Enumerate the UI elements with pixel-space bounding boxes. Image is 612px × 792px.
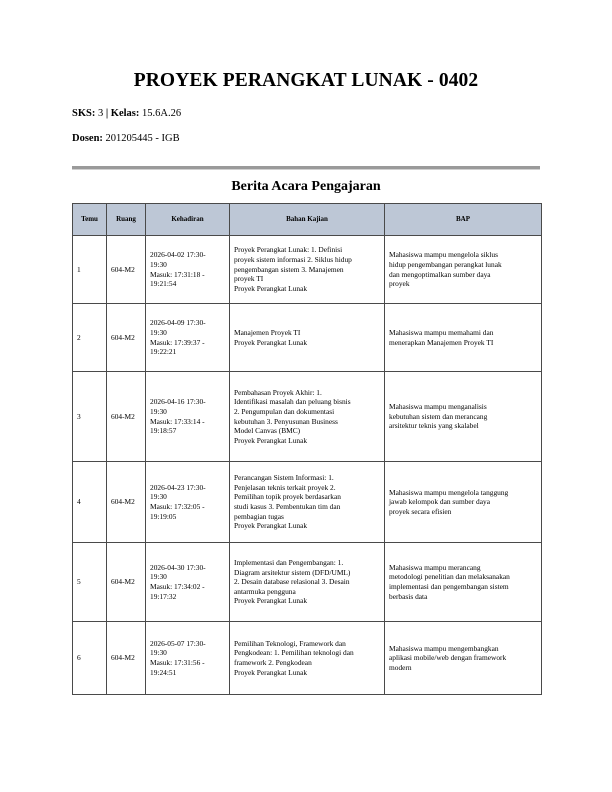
cell-bap-line: Mahasiswa mampu mengelola tanggung <box>389 487 509 497</box>
cell-bap-line: proyek secara efisien <box>389 506 452 516</box>
cell-bahan-kajian-line: kebutuhan 3. Penyusunan Business <box>234 416 338 426</box>
cell-kehadiran-line: 2026-05-07 17:30- <box>150 638 206 648</box>
cell-bahan-kajian-line: proyek sistem informasi 2. Siklus hidup <box>234 255 352 265</box>
cell-bahan-kajian-line: pembagian tugas <box>234 511 284 521</box>
cell-bahan-kajian-line: Model Canvas (BMC) <box>234 426 301 436</box>
cell-bahan-kajian-line: Proyek Perangkat Lunak <box>234 596 308 606</box>
kelas-label: Kelas: <box>110 108 140 119</box>
cell-bap-line: Mahasiswa mampu mengelola siklus <box>389 250 498 260</box>
cell-bap <box>385 462 542 543</box>
header-kehadiran: Kehadiran <box>146 204 230 236</box>
cell-bap <box>385 304 542 372</box>
cell-temu: 6 <box>73 622 107 695</box>
cell-bahan-kajian-line: pengembangan sistem 3. Manajemen <box>234 264 344 274</box>
cell-bap-line: menerapkan Manajemen Proyek TI <box>389 337 494 347</box>
header-bahan-kajian: Bahan Kajian <box>230 204 385 236</box>
cell-bap-line: kebutuhan sistem dan merancang <box>389 411 488 421</box>
cell-temu: 2 <box>73 304 107 372</box>
cell-bap <box>385 236 542 304</box>
cell-kehadiran-line: 19:18:57 <box>150 426 177 436</box>
cell-kehadiran <box>146 543 230 622</box>
cell-bahan-kajian-line: Diagram arsitektur sistem (DFD/UML) <box>234 567 351 577</box>
cell-kehadiran-line: Masuk: 17:34:02 - <box>150 582 205 591</box>
section-title: Berita Acara Pengajaran <box>231 179 381 194</box>
sks-label: SKS: <box>72 108 96 119</box>
header-bap: BAP <box>385 204 542 236</box>
table-header-row <box>73 204 542 236</box>
cell-kehadiran <box>146 622 230 695</box>
cell-bahan-kajian-line: framework 2. Pengkodean <box>234 658 312 667</box>
cell-temu: 3 <box>73 372 107 462</box>
cell-bahan-kajian-line: Penjelasan teknis terkait proyek 2. <box>234 482 336 492</box>
table-row <box>73 236 542 304</box>
cell-bap-line: aplikasi mobile/web dengan framework <box>389 653 507 663</box>
table-row <box>73 372 542 462</box>
cell-kehadiran-line: 19:30 <box>150 327 167 337</box>
cell-kehadiran-line: 2026-04-09 17:30- <box>150 318 206 328</box>
cell-bap-line: hidup pengembangan perangkat lunak <box>389 259 502 269</box>
cell-bahan-kajian-line: Implementasi dan Pengembangan: 1. <box>234 557 344 567</box>
cell-bap-line: jawab kelompok dan sumber daya <box>389 497 490 507</box>
cell-bahan-kajian-line: Proyek Perangkat Lunak: 1. Definisi <box>234 245 343 255</box>
cell-bahan-kajian-line: Proyek Perangkat Lunak <box>234 435 308 445</box>
cell-bap-line: implementasi dan pengembangan sistem <box>389 582 509 591</box>
cell-kehadiran-line: 2026-04-30 17:30- <box>150 562 206 572</box>
cell-kehadiran-line: 19:21:54 <box>150 279 177 289</box>
cell-kehadiran-line: 2026-04-02 17:30- <box>150 250 206 260</box>
sks-value: 3 <box>97 108 104 119</box>
cell-bap <box>385 543 542 622</box>
cell-kehadiran-line: 19:30 <box>150 406 167 416</box>
table-row <box>73 462 542 543</box>
cell-bap-line: Mahasiswa mampu mengembangkan <box>389 643 499 653</box>
cell-temu: 4 <box>73 462 107 543</box>
cell-bap-line: arsitektur teknis yang skalabel <box>389 421 479 431</box>
kelas-value: 15.6A.26 <box>141 108 182 119</box>
cell-kehadiran-line: 19:30 <box>150 572 167 582</box>
cell-bap-line: modern <box>389 662 412 672</box>
cell-ruang: 604-M2 <box>107 462 146 543</box>
cell-bap-line: berbasis data <box>389 591 428 601</box>
cell-kehadiran <box>146 462 230 543</box>
cell-bahan-kajian-line: 2. Desain database relasional 3. Desain <box>234 577 350 587</box>
cell-bahan-kajian-line: Pemilihan topik proyek berdasarkan <box>234 492 341 502</box>
cell-bap-line: proyek <box>389 279 410 289</box>
cell-kehadiran <box>146 372 230 462</box>
cell-bahan-kajian <box>230 236 385 304</box>
cell-bap-line: Mahasiswa mampu merancang <box>389 562 481 572</box>
cell-bahan-kajian-line: Perancangan Sistem Informasi: 1. <box>234 473 334 483</box>
cell-bahan-kajian <box>230 462 385 543</box>
cell-kehadiran-line: 19:30 <box>150 492 167 502</box>
cell-kehadiran-line: 19:17:32 <box>150 591 177 601</box>
cell-bap-line: dan mengoptimalkan sumber daya <box>389 269 491 279</box>
table-row <box>73 304 542 372</box>
cell-bahan-kajian <box>230 543 385 622</box>
cell-bahan-kajian-line: antarmuka pengguna <box>234 586 296 596</box>
cell-bahan-kajian-line: studi kasus 3. Pembentukan tim dan <box>234 502 341 511</box>
cell-bahan-kajian <box>230 304 385 372</box>
cell-bahan-kajian-line: Manajemen Proyek TI <box>234 327 301 337</box>
cell-kehadiran-line: 19:24:51 <box>150 667 177 677</box>
cell-ruang: 604-M2 <box>107 372 146 462</box>
cell-bahan-kajian-line: Proyek Perangkat Lunak <box>234 521 308 531</box>
table-row <box>73 622 542 695</box>
sks-kelas-line <box>72 108 181 119</box>
cell-bap-line: Mahasiswa mampu memahami dan <box>389 327 494 337</box>
cell-temu: 1 <box>73 236 107 304</box>
cell-kehadiran-line: 2026-04-16 17:30- <box>150 397 206 407</box>
cell-bap-line: Mahasiswa mampu menganalisis <box>389 402 487 412</box>
cell-kehadiran-line: 19:30 <box>150 648 167 658</box>
cell-bap <box>385 622 542 695</box>
cell-ruang: 604-M2 <box>107 236 146 304</box>
bap-table <box>72 203 542 695</box>
cell-bahan-kajian-line: Proyek Perangkat Lunak <box>234 337 308 347</box>
cell-temu: 5 <box>73 543 107 622</box>
cell-kehadiran-line: Masuk: 17:32:05 - <box>150 502 205 511</box>
cell-bap-line: metodologi penelitian dan melaksanakan <box>389 572 510 582</box>
cell-kehadiran-line: Masuk: 17:31:56 - <box>150 658 205 667</box>
table-body <box>73 236 542 695</box>
cell-kehadiran-line: Masuk: 17:31:18 - <box>150 269 205 279</box>
cell-bahan-kajian-line: 2. Pengumpulan dan dokumentasi <box>234 406 335 416</box>
cell-ruang: 604-M2 <box>107 622 146 695</box>
cell-bahan-kajian <box>230 372 385 462</box>
cell-ruang: 604-M2 <box>107 304 146 372</box>
dosen-label: Dosen: <box>72 133 103 144</box>
header-temu: Temu <box>73 204 107 236</box>
cell-kehadiran-line: Masuk: 17:39:37 - <box>150 337 205 347</box>
cell-bahan-kajian-line: Identifikasi masalah dan peluang bisnis <box>234 397 351 407</box>
cell-kehadiran <box>146 236 230 304</box>
cell-kehadiran-line: Masuk: 17:33:14 - <box>150 416 205 426</box>
cell-kehadiran-line: 19:22:21 <box>150 347 177 357</box>
dosen-value: 201205445 - IGB <box>105 133 180 144</box>
cell-bahan-kajian <box>230 622 385 695</box>
cell-bahan-kajian-line: Pengkodean: 1. Pemilihan teknologi dan <box>234 648 354 658</box>
horizontal-divider <box>72 166 540 170</box>
cell-kehadiran-line: 2026-04-23 17:30- <box>150 482 206 492</box>
cell-kehadiran <box>146 304 230 372</box>
page-title: PROYEK PERANGKAT LUNAK - 0402 <box>133 70 479 91</box>
cell-bahan-kajian-line: proyek TI <box>234 274 264 284</box>
dosen-line <box>72 133 180 144</box>
cell-bahan-kajian-line: Pemilihan Teknologi, Framework dan <box>234 638 346 648</box>
table-row <box>73 543 542 622</box>
cell-kehadiran-line: 19:19:05 <box>150 511 177 521</box>
header-ruang: Ruang <box>107 204 146 236</box>
cell-ruang: 604-M2 <box>107 543 146 622</box>
meta-separator: | <box>105 108 109 119</box>
cell-kehadiran-line: 19:30 <box>150 259 167 269</box>
cell-bahan-kajian-line: Pembahasan Proyek Akhir: 1. <box>234 387 322 397</box>
cell-bahan-kajian-line: Proyek Perangkat Lunak <box>234 283 308 293</box>
cell-bahan-kajian-line: Proyek Perangkat Lunak <box>234 667 308 677</box>
cell-bap <box>385 372 542 462</box>
